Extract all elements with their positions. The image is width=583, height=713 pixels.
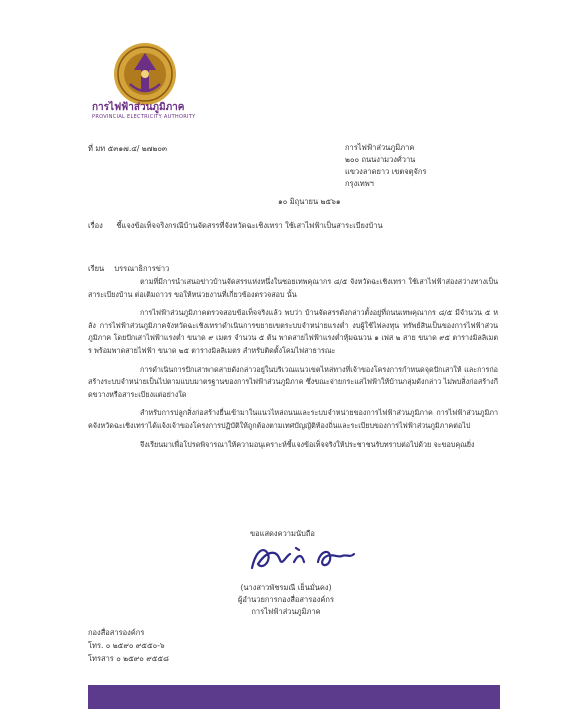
- salutation: [88, 263, 169, 275]
- address-line: ๒๐๐ ถนนงามวงศ์วาน: [345, 155, 416, 164]
- address-line: แขวงลาดยาว เขตจตุจักร: [345, 167, 427, 176]
- footer-phone: โทร. ๐ ๒๕๙๐ ๙๕๕๐-๖: [88, 641, 165, 650]
- signer-position: ผู้อำนวยการกองสื่อสารองค์กร: [238, 595, 334, 604]
- body-paragraph: การไฟฟ้าส่วนภูมิภาคตรวจสอบข้อเท็จจริงแล้ว พบว่า บ้านจัดสรรดังกล่าวตั้งอยู่ที่ถนนเทพคุณากร ๘/๕ มีจำนวน ๕ หลัง การไฟฟ้าส่วนภูมิภาคจังหวัดฉะเชิงเทราดำเนินการขยายเขตระบบจำหน่ายแรงต่ำ งบผู้ใช้ไฟลงทุน ทรัพย์สินเป็นของการไฟฟ้าส่วนภูมิภาค โดยปักเสาไฟฟ้าแรงต่ำ ขนาด ๙ เมตร จำนวน ๕ ต้น พาดสายไฟฟ้าแรงต่ำหุ้มฉนวน ๑ เฟส ๒ สาย ขนาด ๙๕ ตารางมิลลิเมตร พร้อมพาดสายไฟฟ้า ขนาด ๒๕ ตารางมิลลิเมตร สำหรับติดตั้งโคมไฟสาธารณะ: [88, 308, 498, 355]
- body-paragraph: การดำเนินการปักเสาพาดสายดังกล่าวอยู่ในบริเวณแนวเขตไหล่ทางที่เจ้าของโครงการกำหนดจุดปักเสาให้ และการก่อสร้างระบบจำหน่ายเป็นไปตามแบบมาตรฐานของการไฟฟ้าส่วนภูมิภาค ซึ่งขณะจ่ายกระแสไฟฟ้าให้บ้านกลุ่มดังกล่าว ไม่พบสิ่งก่อสร้างกีดขวางหรือสาระเบียงแต่อย่างใด: [88, 364, 498, 399]
- signer-name: (นางสาวพัชรมณี เย็นมั่นคง): [240, 583, 332, 592]
- body-paragraph: สำหรับการปลูกสิ่งก่อสร้างยื่นเข้ามาในแนวไหล่ถนนและระบบจำหน่ายของการไฟฟ้าส่วนภูมิภาค การไฟฟ้าส่วนภูมิภาคจังหวัดฉะเชิงเทราได้แจ้งเจ้าของโครงการปฏิบัติให้ถูกต้องตามเทศบัญญัติท้องถิ่นและระเบียบของการไฟฟ้าส่วนภูมิภาคต่อไป: [88, 408, 498, 430]
- handwritten-signature: [246, 540, 366, 576]
- footer-department: กองสื่อสารองค์กร: [88, 628, 145, 637]
- salutation-text: บรรณาธิการข่าว: [114, 264, 170, 273]
- body-paragraph: ตามที่มีการนำเสนอข่าวบ้านจัดสรรแห่งหนึ่งในซอยเทพคุณากร ๘/๕ จังหวัดฉะเชิงเทรา ใช้เสาไฟฟ้าส่องสว่างทางเป็นสาระเบียงบ้าน ต่อเติมถาวร ขอให้หน่วยงานที่เกี่ยวข้องตรวจสอบ นั้น: [88, 277, 498, 299]
- reference-number: [88, 143, 167, 155]
- signer-organization: การไฟฟ้าส่วนภูมิภาค: [251, 607, 321, 616]
- subject-line: [88, 220, 383, 232]
- footer-contact: [88, 626, 169, 665]
- letter-date: ๑๐ มิถุนายน ๒๕๖๑: [278, 197, 341, 206]
- closing-phrase: ขอแสดงความนับถือ: [250, 529, 315, 538]
- reference-value: มท ๕๓๑๗.๔/ ๒๗๒๐๓: [95, 144, 168, 153]
- subject-label: เรื่อง: [88, 221, 103, 230]
- letter-body: [88, 276, 498, 457]
- bottom-color-bar: [88, 685, 500, 709]
- signer-block: [206, 582, 366, 618]
- footer-fax: โทรสาร ๐ ๒๕๙๐ ๙๕๕๘: [88, 654, 169, 663]
- org-name-english: PROVINCIAL ELECTRICITY AUTHORITY: [92, 114, 196, 120]
- address-line: การไฟฟ้าส่วนภูมิภาค: [345, 143, 415, 152]
- org-name-thai: การไฟฟ้าส่วนภูมิภาค: [92, 102, 185, 113]
- address-line: กรุงเทพฯ: [345, 179, 374, 188]
- reference-label: ที่: [88, 144, 93, 153]
- sender-address: [345, 142, 427, 190]
- salutation-label: เรียน: [88, 264, 105, 273]
- pea-emblem-icon: [110, 40, 180, 108]
- subject-text: ชี้แจงข้อเท็จจริงกรณีบ้านจัดสรรที่จังหวัดฉะเชิงเทรา ใช้เสาไฟฟ้าเป็นสาระเบียงบ้าน: [116, 221, 383, 230]
- body-paragraph: จึงเรียนมาเพื่อโปรดพิจารณาให้ความอนุเคราะห์ชี้แจงข้อเท็จจริงให้ประชาชนรับทราบต่อไปด้วย จะขอบคุณยิ่ง: [140, 439, 475, 449]
